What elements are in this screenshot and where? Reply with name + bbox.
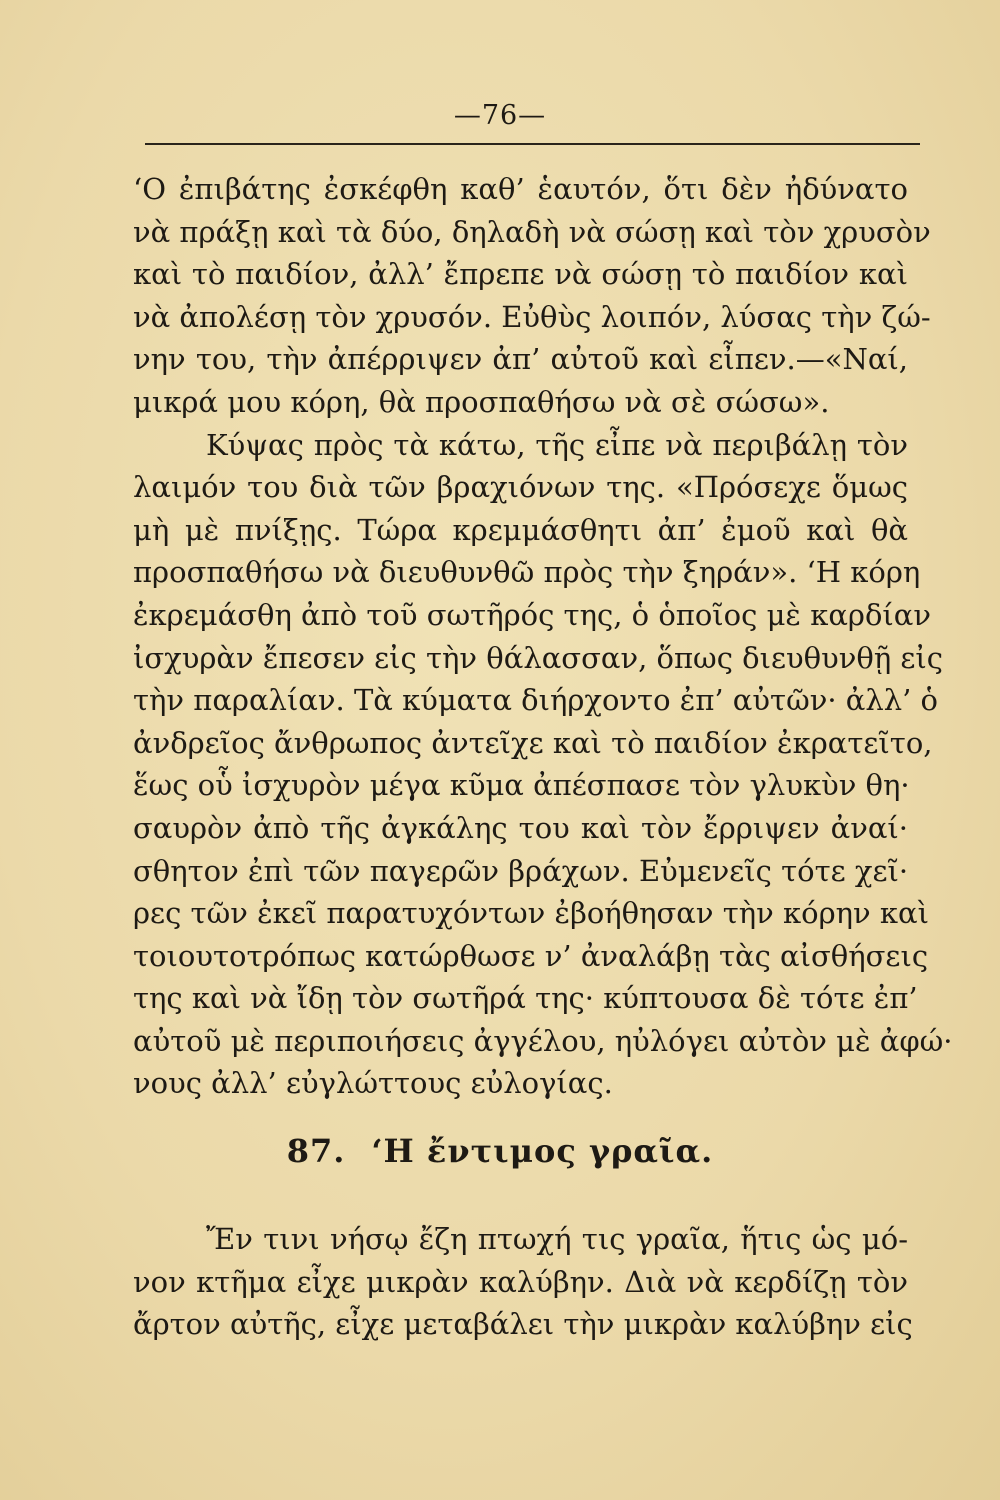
text-line: νὰ ἀπολέσῃ τὸν χρυσόν. Εὐθὺς λοιπόν, λύσας τὴν ζώ- bbox=[133, 299, 931, 334]
text-line: Κύψας πρὸς τὰ κάτω, τῆς εἶπε νὰ περιβάλῃ τὸν bbox=[206, 427, 908, 462]
text-line: σαυρὸν ἀπὸ τῆς ἀγκάλης του καὶ τὸν ἔρριψεν ἀναί· bbox=[133, 810, 908, 845]
text-line: Ἔν τινι νήσῳ ἔζη πτωχή τις γραῖα, ἥτις ὡς μό- bbox=[206, 1222, 908, 1256]
page-number: —76— bbox=[453, 100, 547, 131]
text-line: νον κτῆμα εἶχε μικρὰν καλύβην. Διὰ νὰ κερδίζῃ τὸν bbox=[133, 1264, 908, 1299]
text-line: νὰ πράξῃ καὶ τὰ δύο, δηλαδὴ νὰ σώσῃ καὶ τὸν χρυσὸν bbox=[133, 214, 931, 249]
text-line: της καὶ νὰ ἴδῃ τὸν σωτῆρά της· κύπτουσα δὲ τότε ἐπ’ bbox=[133, 981, 918, 1016]
text-line: μικρά μου κόρη, θὰ προσπαθήσω νὰ σὲ σώσω». bbox=[133, 384, 830, 419]
text-line: νους ἀλλ’ εὐγλώττους εὐλογίας. bbox=[133, 1066, 613, 1101]
text-line: ἄρτον αὐτῆς, εἶχε μεταβάλει τὴν μικρὰν καλύβην εἰς bbox=[133, 1307, 913, 1342]
text-line: σθητον ἐπὶ τῶν παγερῶν βράχων. Εὐμενεῖς τότε χεῖ· bbox=[133, 853, 909, 888]
section-heading bbox=[0, 1132, 1000, 1170]
text-line: ἕως οὗ ἰσχυρὸν μέγα κῦμα ἀπέσπασε τὸν γλυκὺν θη· bbox=[133, 768, 910, 803]
text-line: λαιμόν του διὰ τῶν βραχιόνων της. «Πρόσεχε ὅμως bbox=[133, 470, 908, 505]
text-line: καὶ τὸ παιδίον, ἀλλ’ ἔπρεπε νὰ σώσῃ τὸ παιδίον καὶ bbox=[133, 257, 908, 292]
text-line: ἀνδρεῖος ἄνθρωπος ἀντεῖχε καὶ τὸ παιδίον ἐκρατεῖτο, bbox=[133, 725, 933, 760]
text-line: τὴν παραλίαν. Τὰ κύματα διήρχοντο ἐπ’ αὐτῶν· ἀλλ’ ὁ bbox=[133, 683, 939, 718]
story-2-paragraph bbox=[133, 1218, 913, 1346]
section-number: 87. bbox=[286, 1132, 346, 1170]
text-line: ρες τῶν ἐκεῖ παρατυχόντων ἐβοήθησαν τὴν κόρην καὶ bbox=[133, 896, 929, 931]
text-line: μὴ μὲ πνίξῃς. Τώρα κρεμμάσθητι ἀπ’ ἐμοῦ καὶ θὰ bbox=[133, 512, 908, 547]
text-line: αὐτοῦ μὲ περιποιήσεις ἀγγέλου, ηὐλόγει αὐτὸν μὲ ἀφώ· bbox=[133, 1023, 953, 1058]
text-line: ‘Ο ἐπιβάτης ἐσκέφθη καθ’ ἑαυτόν, ὅτι δὲν ἠδύνατο bbox=[133, 172, 908, 206]
story-paragraphs bbox=[133, 168, 953, 1105]
text-line: τοιουτοτρόπως κατώρθωσε ν’ ἀναλάβῃ τὰς αἰσθήσεις bbox=[133, 938, 929, 973]
text-line: προσπαθήσω νὰ διευθυνθῶ πρὸς τὴν ξηράν». ‘Η κόρη bbox=[133, 555, 921, 590]
text-line: ἐκρεμάσθη ἀπὸ τοῦ σωτῆρός της, ὁ ὁποῖος μὲ καρδίαν bbox=[133, 597, 932, 632]
text-line: νην του, τὴν ἀπέρριψεν ἀπ’ αὐτοῦ καὶ εἶπεν.—«Ναί, bbox=[133, 342, 908, 377]
section-title: ‘Η ἔντιμος γραῖα. bbox=[371, 1132, 714, 1170]
text-line: ἰσχυρὰν ἔπεσεν εἰς τὴν θάλασσαν, ὅπως διευθυνθῇ εἰς bbox=[133, 640, 944, 675]
header-rule bbox=[145, 143, 920, 145]
